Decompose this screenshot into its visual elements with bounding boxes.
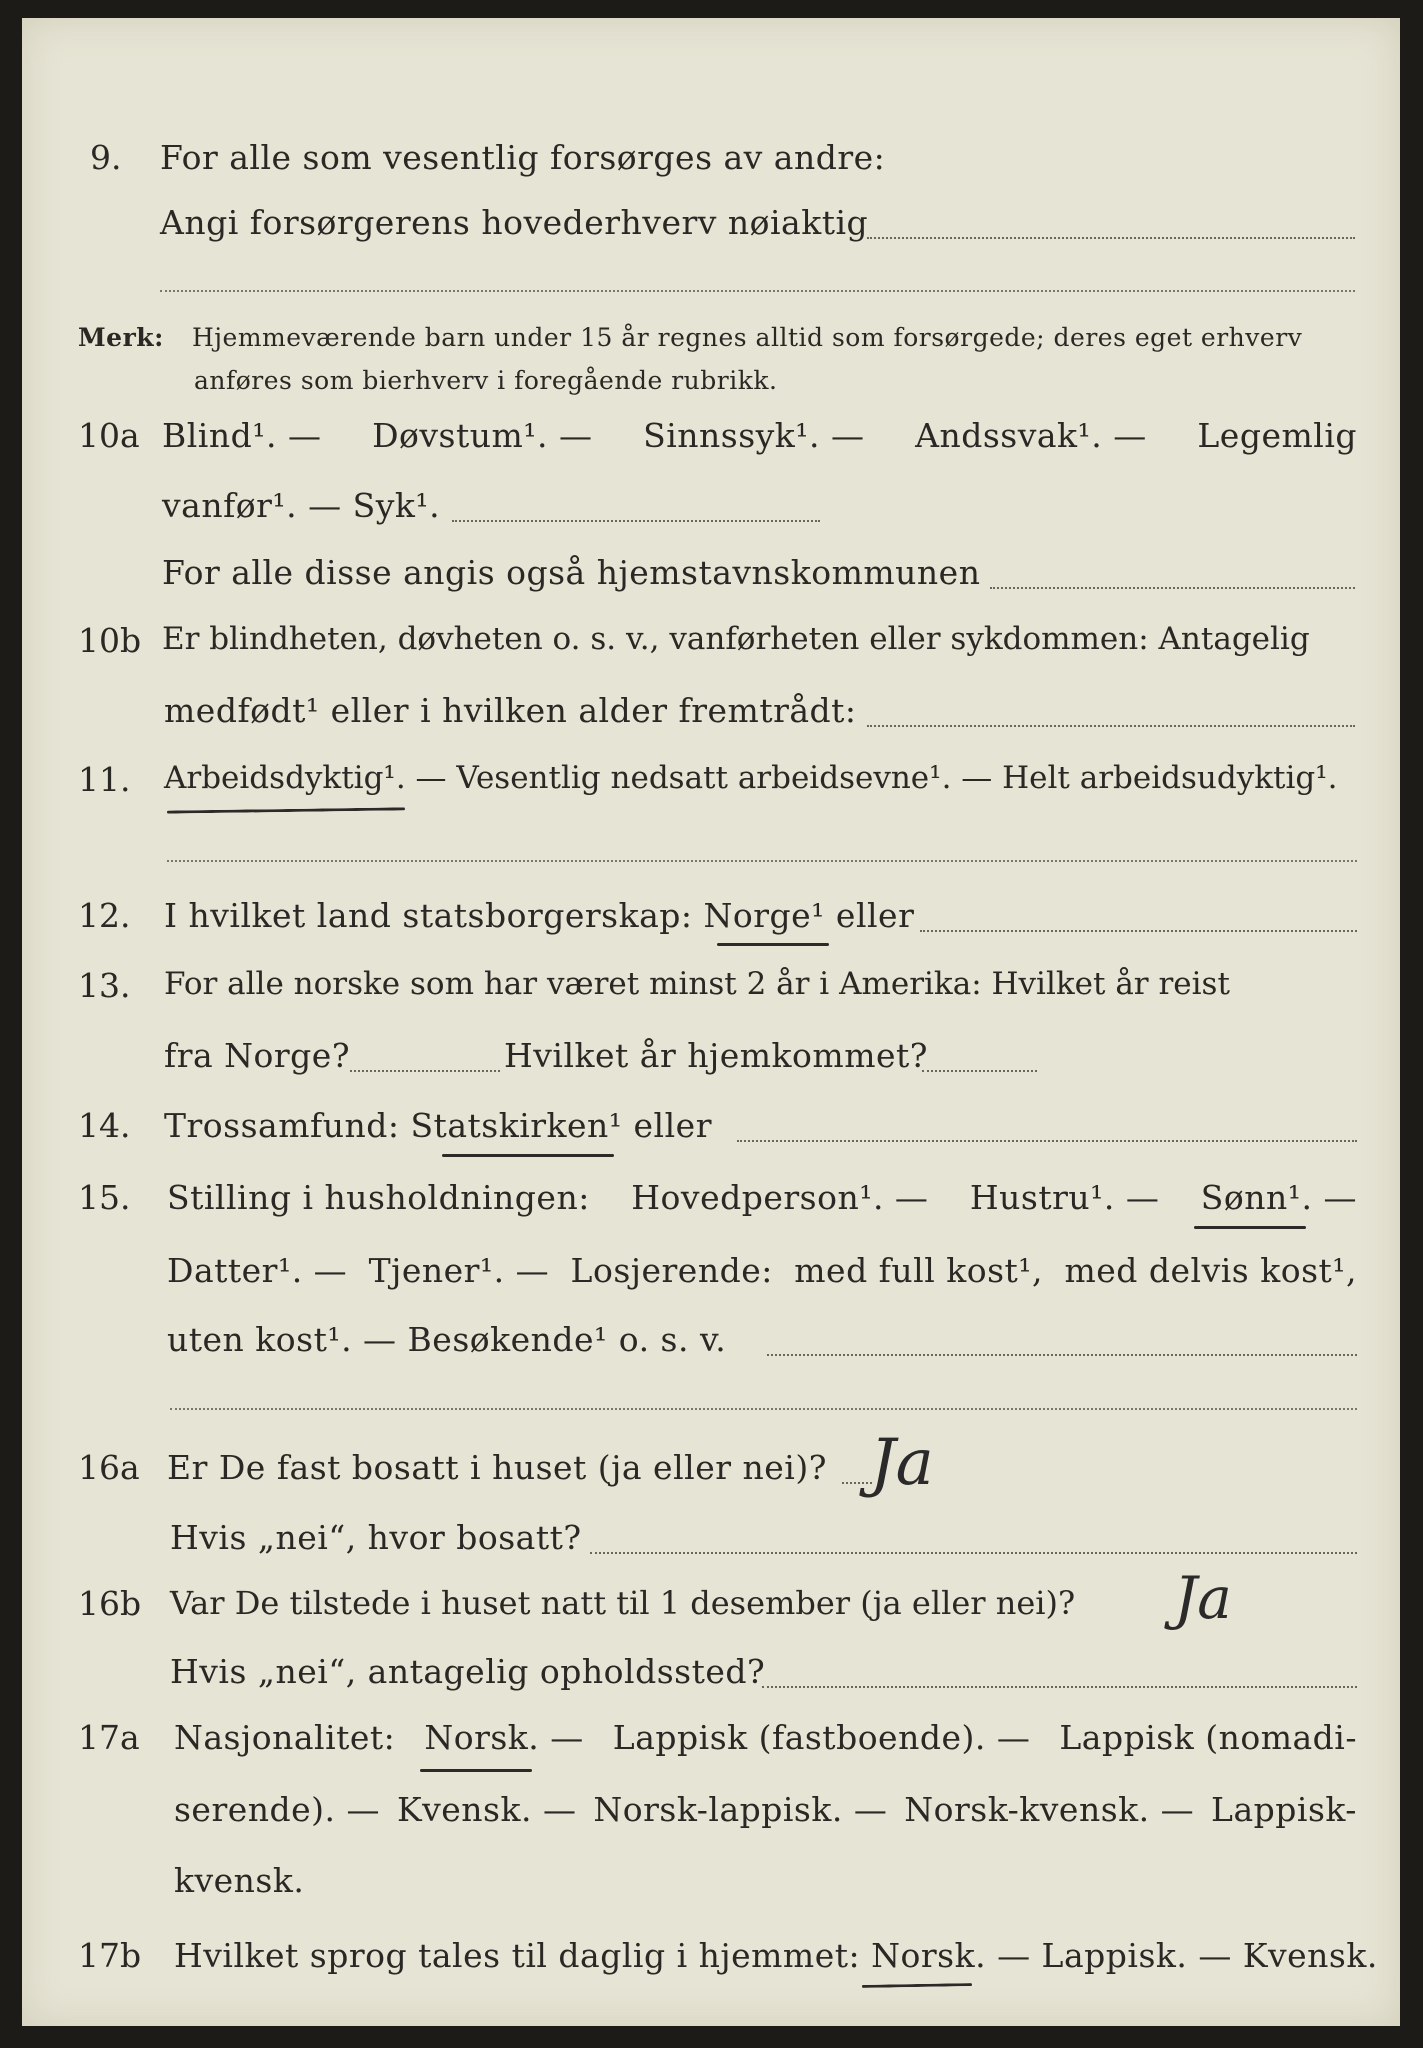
q17b-number: 17b [78, 1936, 142, 1975]
q15-question: Stilling i husholdningen: [167, 1178, 590, 1217]
q12-number: 12. [78, 896, 131, 935]
q16a-bosatt-line[interactable] [590, 1552, 1357, 1554]
q16a-row [22, 1426, 1400, 1508]
q12-question: I hvilket land statsborgerskap: [164, 896, 704, 935]
q12-text [164, 896, 914, 935]
q11-text [164, 760, 1338, 796]
q16b-number: 16b [78, 1584, 142, 1623]
q16b-text2: Hvis „nei“, antagelig opholdssted? [170, 1652, 766, 1691]
q14-option-statskirken: Statskirken¹ [410, 1106, 623, 1145]
census-form-page [22, 18, 1400, 2026]
q17b-text [174, 1936, 1378, 1975]
q17a-number: 17a [78, 1718, 140, 1757]
q10a-number: 10a [78, 416, 140, 455]
q11-number: 11. [78, 760, 131, 799]
q13-row2 [22, 1036, 1400, 1096]
q11-rest: — Vesentlig nedsatt arbeidsevne¹. — Helt arbeidsudyktig¹. [405, 760, 1338, 796]
q16b-row2 [22, 1652, 1400, 1712]
q13-row [22, 966, 1400, 1026]
q13-reist-line[interactable] [350, 1070, 500, 1072]
q9-number: 9. [90, 138, 122, 177]
q10a-blind: Blind¹. — [162, 416, 322, 455]
q17b-question: Hvilket sprog tales til daglig i hjemmet: [174, 1936, 872, 1975]
q15-answer-line[interactable] [767, 1354, 1357, 1356]
q17a-lappisk-kvensk: Lappisk- [1211, 1790, 1357, 1829]
q13-text: For alle norske som har været minst 2 år i Amerika: Hvilket år reist [164, 966, 1230, 1002]
q15-number: 15. [78, 1178, 131, 1217]
q10a-row2 [22, 486, 1400, 546]
q15-datter: Datter¹. — [167, 1251, 348, 1290]
q17a-norsk-kvensk: Norsk-kvensk. — [904, 1790, 1195, 1829]
q9-text2: Angi forsørgerens hovederhverv nøiaktig [160, 203, 869, 242]
q10b-row [22, 621, 1400, 681]
q10b-answer-line[interactable] [867, 725, 1355, 727]
q17a-lappisk-fast: Lappisk (fastboende). — [612, 1718, 1031, 1757]
q15-row3 [22, 1320, 1400, 1380]
q12-option-norge: Norge¹ [703, 896, 825, 935]
q16a-number: 16a [78, 1448, 140, 1487]
q15-hovedperson: Hovedperson¹. — [631, 1178, 929, 1217]
q16b-text: Var De tilstede i huset natt til 1 desember (ja eller nei)? [170, 1584, 1076, 1622]
q12-eller: eller [824, 896, 915, 935]
q16b-answer: Ja [1174, 1564, 1232, 1632]
q10a-options [162, 416, 1357, 455]
q14-underline [442, 1154, 614, 1157]
q10b-number: 10b [78, 621, 142, 660]
q10a-row [22, 416, 1400, 476]
q9-row2 [22, 203, 1400, 263]
q10a-dovstum: Døvstum¹. — [372, 416, 593, 455]
q10b-text2: medfødt¹ eller i hvilken alder fremtrådt: [164, 691, 857, 730]
q17a-options [174, 1718, 1357, 1757]
q17a-question: Nasjonalitet: [174, 1718, 396, 1757]
q14-answer-line[interactable] [737, 1140, 1357, 1142]
q12-answer-line[interactable] [920, 930, 1357, 932]
q13-hjemkommet-line[interactable] [922, 1070, 1037, 1072]
q16a-text: Er De fast bosatt i huset (ja eller nei)? [167, 1448, 827, 1487]
q15-options2 [167, 1251, 1357, 1290]
q15-underline-sonn [1194, 1226, 1306, 1229]
q10a-hjemstavn-line[interactable] [990, 587, 1355, 589]
q17b-option-norsk: Norsk. [871, 1936, 987, 1975]
merk-label: Merk: [78, 323, 164, 352]
q15-text3: uten kost¹. — Besøkende¹ o. s. v. [167, 1320, 727, 1359]
q9-answer-line[interactable] [867, 237, 1355, 239]
q10a-sinnssyk: Sinnssyk¹. — [643, 416, 865, 455]
q14-text [164, 1106, 712, 1145]
q17a-serende: serende). — [174, 1790, 381, 1829]
q16b-opholdssted-line[interactable] [762, 1686, 1357, 1688]
q15-full-kost: med full kost¹, [794, 1251, 1044, 1290]
q17b-rest: — Lappisk. — Kvensk. [986, 1936, 1378, 1975]
q13-number: 13. [78, 966, 131, 1005]
q17a-text3: kvensk. [174, 1861, 305, 1900]
q13-hjemkommet: Hvilket år hjemkommet? [504, 1036, 928, 1075]
q16b-row [22, 1564, 1400, 1644]
q9-row [22, 138, 1400, 198]
q17a-row [22, 1718, 1400, 1778]
q15-losjerende: Losjerende: [570, 1251, 773, 1290]
q10a-andssvak: Andssvak¹. — [915, 416, 1147, 455]
q16a-answer-line[interactable] [842, 1482, 872, 1484]
q17a-row3 [22, 1861, 1400, 1921]
q12-underline [717, 943, 829, 946]
q15-row [22, 1178, 1400, 1238]
q10b-row2 [22, 691, 1400, 751]
q15-sonn: Sønn¹. — [1200, 1178, 1357, 1217]
q17a-row2 [22, 1790, 1400, 1850]
q14-number: 14. [78, 1106, 131, 1145]
q10a-legemlig: Legemlig [1197, 416, 1357, 455]
q10a-row3 [22, 553, 1400, 613]
q9-text: For alle som vesentlig forsørges av andre: [160, 138, 886, 177]
q14-question: Trossamfund: [164, 1106, 411, 1145]
q17a-underline-norsk [420, 1769, 532, 1772]
q15-options [167, 1178, 1357, 1217]
q10a-text2: vanfør¹. — Syk¹. [162, 486, 441, 525]
q15-hustru: Hustru¹. — [969, 1178, 1160, 1217]
merk-text: Hjemmeværende barn under 15 år regnes alltid som forsørgede; deres eget erhverv [192, 323, 1303, 352]
q11-option-arbeidsdyktig: Arbeidsdyktig¹. [164, 760, 406, 796]
q17a-lappisk-nomadi: Lappisk (nomadi- [1059, 1718, 1357, 1757]
q10a-text3: For alle disse angis også hjemstavnskommunen [162, 553, 981, 592]
q16a-answer: Ja [870, 1426, 934, 1500]
q15-tjener: Tjener¹. — [368, 1251, 550, 1290]
q9-extra-line[interactable] [160, 290, 1355, 292]
q10a-answer-line[interactable] [452, 520, 820, 522]
q17a-options2 [174, 1790, 1357, 1829]
q14-row [22, 1106, 1400, 1166]
q13-fra-norge: fra Norge? [164, 1036, 351, 1075]
q17a-norsk: Norsk. — [424, 1718, 584, 1757]
q10b-text: Er blindheten, døvheten o. s. v., vanførheten eller sykdommen: Antagelig [162, 621, 1310, 657]
q15-delvis-kost: med delvis kost¹, [1064, 1251, 1357, 1290]
merk-text2: anføres som bierhverv i foregående rubrikk. [194, 366, 778, 395]
q16a-text2: Hvis „nei“, hvor bosatt? [170, 1518, 582, 1557]
q14-eller: eller [622, 1106, 712, 1145]
q12-row [22, 896, 1400, 956]
q15-row2 [22, 1251, 1400, 1311]
q17a-norsk-lappisk: Norsk-lappisk. — [593, 1790, 888, 1829]
q15-extra-line[interactable] [170, 1408, 1357, 1410]
q11-extra-line[interactable] [167, 860, 1357, 862]
q17a-kvensk: Kvensk. — [396, 1790, 577, 1829]
q17b-row [22, 1936, 1400, 1996]
